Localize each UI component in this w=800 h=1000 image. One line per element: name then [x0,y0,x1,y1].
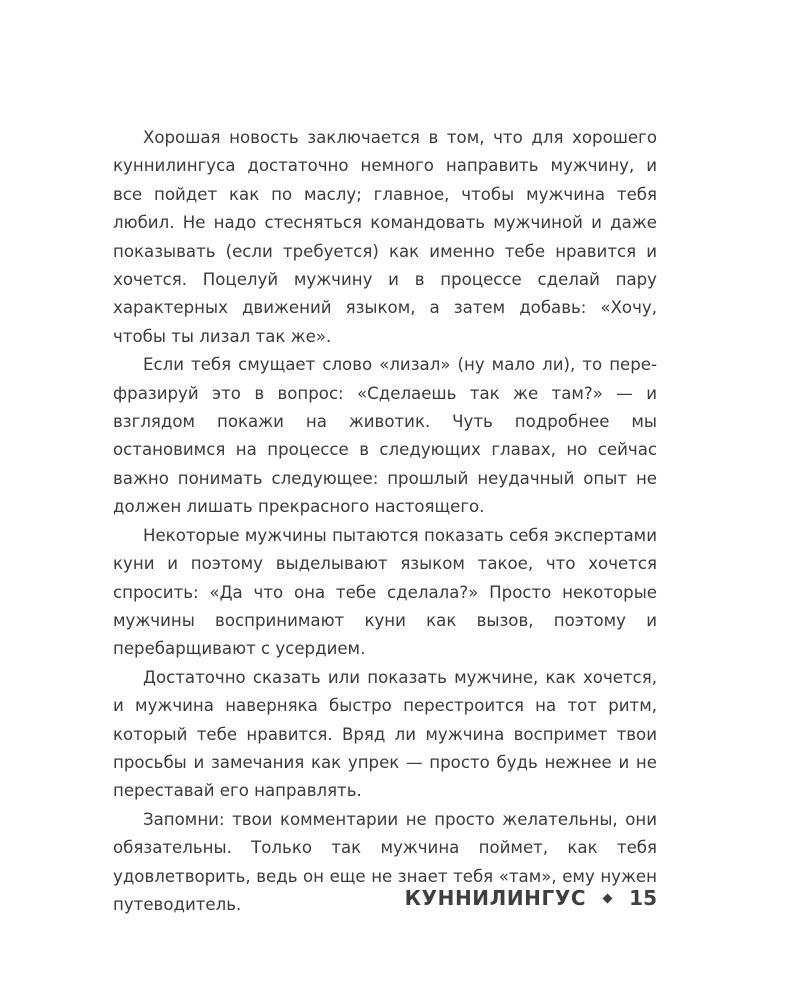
paragraph-5: Запомни: твои комментарии не просто желательны, они обязательны. Только так мужчина поймет, как тебя удовлетворить, ведь он еще не знает тебя «там», ему нужен путеводитель. [113,809,657,914]
page-footer [405,880,657,916]
paragraph-2: Если тебя смущает слово «лизал» (ну мало ли), то перефразируй это в вопрос: «Сделаешь так же там?» — и взглядом покажи на животик. Чуть подробнее мы остановимся на процессе в следующих главах, но сейчас важно понимать следующее: прошлый неудачный опыт не должен лишать прекрасного настоящего. [113,355,657,517]
body-text [113,124,657,919]
paragraph-1: Хорошая новость заключается в том, что для хорошего куннилингуса достаточно немного направить мужчину, и все пойдет как по маслу; главное, чтобы мужчина тебя любил. Не надо стесняться командовать мужчиной и даже показывать (если требуется) как именно тебе нравится и хочется. Поцелуй мужчину и в процессе сделай пару характерных движений языком, а затем добавь: «Хочу, чтобы ты лизал так же». [113,128,657,346]
paragraph-4: Достаточно сказать или показать мужчине, как хочется, и мужчина наверняка быстро перестроится на тот ритм, который тебе нравится. Вряд ли мужчина воспримет твои просьбы и замечания как упрек — просто будь нежнее и не переставай его направлять. [113,667,657,801]
running-title: КУННИЛИНГУС [404,886,587,910]
diamond-icon [603,893,613,903]
paragraph-3: Некоторые мужчины пытаются показать себя экспертами куни и поэтому выделывают языком такое, что хочется спросить: «Да что она тебе сделала?» Просто некоторые мужчины воспринимают куни как вызов, поэтому и перебарщивают с усердием. [113,525,657,659]
page-number: 15 [629,886,657,910]
